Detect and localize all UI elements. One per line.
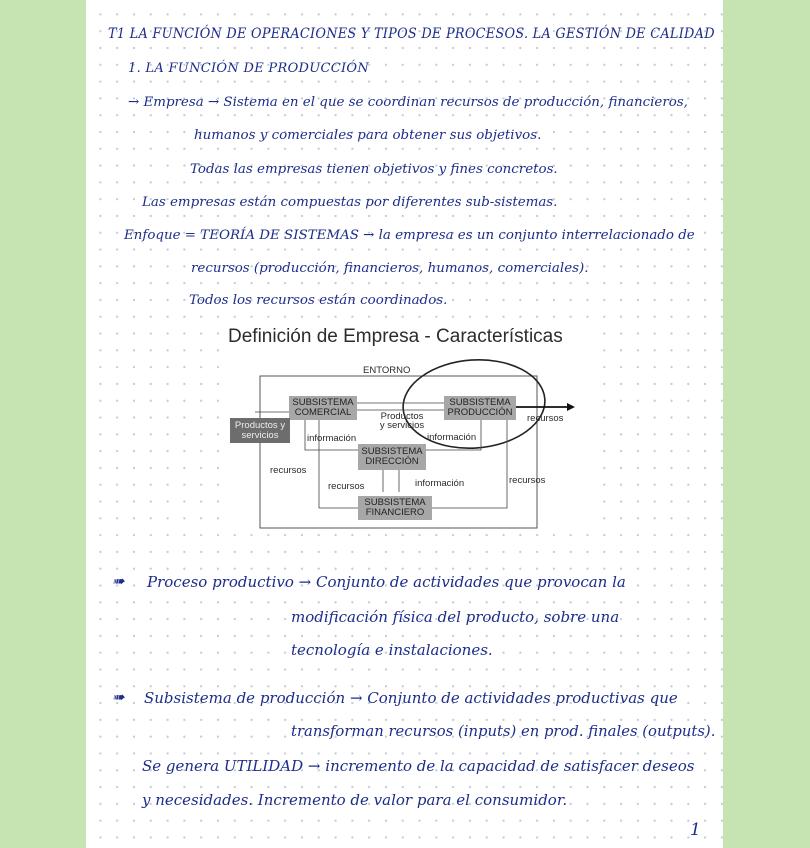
subsistema-comercial-box: SUBSISTEMA COMERCIAL	[289, 396, 357, 420]
note-line-5: Enfoque = TEORÍA DE SISTEMAS → la empresa es un conjunto interrelacionado de	[124, 228, 695, 243]
subsistema-financiero-box: SUBSISTEMA FINANCIERO	[358, 496, 432, 520]
entorno-label: ENTORNO	[363, 365, 411, 376]
note-line-7: Todos los recursos están coordinados.	[189, 293, 448, 308]
note-line-2: humanos y comerciales para obtener sus objetivos.	[194, 128, 542, 143]
page-number: 1	[690, 820, 701, 840]
informacion-right-label: información	[427, 432, 477, 443]
informacion-mid-label: información	[415, 478, 465, 489]
recursos-mid-label: recursos	[328, 481, 365, 492]
informacion-left-label: información	[307, 433, 357, 444]
note-line-6: recursos (producción, financieros, humanos, comerciales).	[191, 261, 589, 276]
recursos-right-label: recursos	[509, 475, 546, 486]
proceso-line-1: Proceso productivo → Conjunto de actividades que provocan la	[147, 573, 626, 591]
recursos-out-label: recursos	[527, 413, 564, 424]
bullet-arrow-icon: ➠	[112, 572, 125, 590]
notes-title: T1 LA FUNCIÓN DE OPERACIONES Y TIPOS DE PROCESOS. LA GESTIÓN DE CALIDAD	[108, 26, 715, 42]
productos-servicios-label: Productos y servicios	[379, 411, 425, 431]
subsistema-line-3: Se genera UTILIDAD → incremento de la capacidad de satisfacer deseos	[142, 757, 695, 775]
note-line-1: → Empresa → Sistema en el que se coordinan recursos de producción, financieros,	[128, 95, 688, 110]
notebook-page	[86, 0, 723, 848]
subsistema-line-1: Subsistema de producción → Conjunto de actividades productivas que	[144, 689, 678, 707]
bullet-arrow-icon: ➠	[112, 688, 125, 706]
note-line-4: Las empresas están compuestas por diferentes sub-sistemas.	[142, 195, 558, 210]
subsistema-line-2: transforman recursos (inputs) en prod. finales (outputs).	[291, 722, 716, 740]
subsistema-produccion-box: SUBSISTEMA PRODUCCIÓN	[444, 396, 516, 420]
recursos-left-label: recursos	[270, 465, 307, 476]
subsistema-line-4: y necesidades. Incremento de valor para el consumidor.	[142, 791, 568, 809]
note-line-3: Todas las empresas tienen objetivos y fines concretos.	[190, 162, 558, 177]
subsistema-direccion-box: SUBSISTEMA DIRECCIÓN	[358, 444, 426, 470]
productos-servicios-box: Productos y servicios	[230, 418, 290, 443]
proceso-line-3: tecnología e instalaciones.	[291, 641, 493, 659]
empresa-diagram	[223, 318, 591, 530]
proceso-line-2: modificación física del producto, sobre una	[291, 608, 620, 626]
diagram-title: Definición de Empresa - Características	[228, 326, 563, 347]
section-heading: 1. LA FUNCIÓN DE PRODUCCIÓN	[128, 61, 370, 76]
